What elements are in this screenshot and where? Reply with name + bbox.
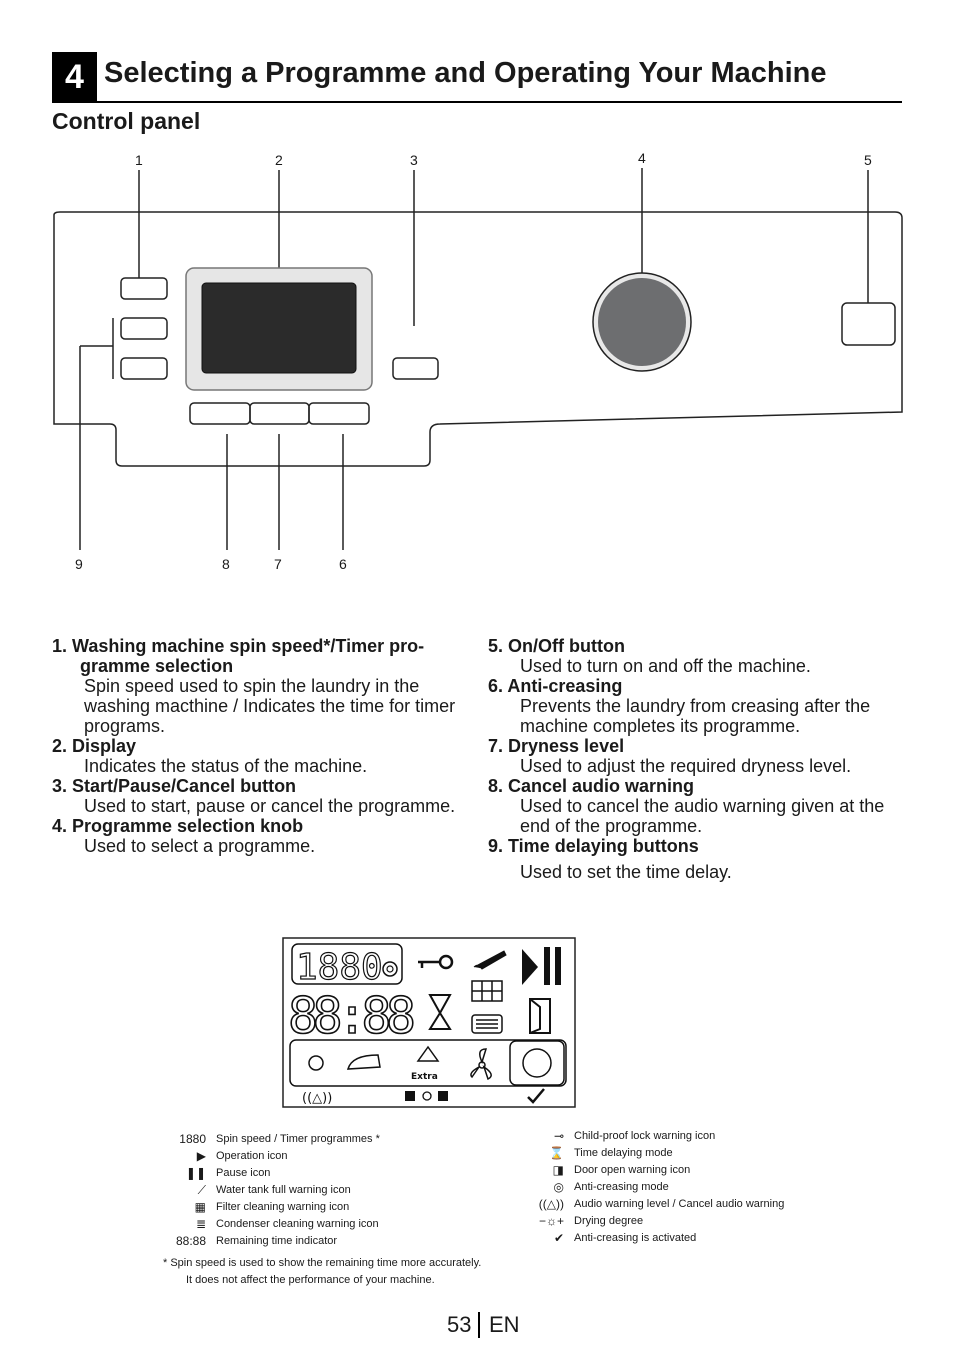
key-icon: ⊸ (553, 1129, 564, 1143)
callout-8: 8 (222, 556, 230, 572)
desc-title-5: 5. On/Off button (488, 636, 625, 656)
desc-body-2: Indicates the status of the machine. (84, 756, 368, 776)
desc-item-8 (488, 776, 898, 836)
legend-item (156, 1131, 536, 1148)
filter-icon: ▦ (194, 1200, 206, 1214)
descriptions-left (52, 636, 472, 856)
page-number: 53 (447, 1312, 472, 1337)
lcd-time-digits: 88:88 (288, 987, 416, 1045)
lcd-extra-label: Extra (411, 1072, 438, 1082)
callout-3: 3 (410, 152, 418, 168)
legend-item (156, 1148, 536, 1165)
legend-item (514, 1145, 814, 1162)
legend-right (514, 1128, 814, 1247)
legend-text: Drying degree (574, 1215, 644, 1227)
desc-item-7 (488, 736, 898, 776)
legend-item (514, 1128, 814, 1145)
legend-text: Water tank full warning icon (216, 1184, 351, 1196)
desc-body-5: Used to turn on and off the machine. (520, 656, 811, 676)
lcd-spin-digits: 1880 (296, 947, 383, 988)
callout-6: 6 (339, 556, 347, 572)
desc-body-4: Used to select a programme. (84, 836, 316, 856)
legend-item (156, 1199, 536, 1216)
check-icon: ✔ (553, 1231, 564, 1245)
legend-item (514, 1162, 814, 1179)
legend-left (156, 1131, 536, 1250)
legend-text: Spin speed / Timer programmes * (216, 1133, 380, 1145)
legend-item (156, 1165, 536, 1182)
footnote (163, 1255, 583, 1289)
callout-9: 9 (75, 556, 83, 572)
desc-item-3 (52, 776, 472, 816)
descriptions-right (488, 636, 898, 882)
desc-body-7: Used to adjust the required dryness level. (520, 756, 852, 776)
desc-body-3: Used to start, pause or cancel the programme. (84, 796, 456, 816)
desc-item-4 (52, 816, 472, 856)
desc-title-1: 1. Washing machine spin speed*/Timer pro- (52, 636, 425, 656)
legend-item (514, 1230, 814, 1247)
legend-item (156, 1182, 536, 1199)
operation-icon: ▶ (196, 1149, 206, 1163)
desc-item-1 (52, 636, 472, 736)
desc-item-5 (488, 636, 898, 676)
desc-body-1: Spin speed used to spin the laundry in the washing macthine / Indicates the time for timer programs. (84, 676, 456, 736)
desc-title-3: 3. Start/Pause/Cancel button (52, 776, 297, 796)
legend-text: Pause icon (216, 1167, 271, 1179)
desc-item-9 (488, 836, 898, 882)
legend-text: Filter cleaning warning icon (216, 1201, 350, 1213)
footnote-line-1: * Spin speed is used to show the remaining time more accurately. (163, 1257, 482, 1269)
legend-text: Anti-creasing mode (574, 1181, 669, 1193)
footnote-line-2: It does not affect the performance of your machine. (186, 1274, 435, 1286)
legend-text: Anti-creasing is activated (574, 1232, 697, 1244)
drying-degree-icon: −☼+ (538, 1214, 564, 1228)
legend-item (514, 1196, 814, 1213)
desc-title-2: 2. Display (52, 736, 137, 756)
control-panel-heading: Control panel (52, 108, 201, 134)
hourglass-icon: ⌛ (549, 1146, 564, 1160)
desc-body-9: Used to set the time delay. (520, 862, 732, 882)
section-number: 4 (52, 52, 97, 102)
lcd-pause-icon (544, 947, 550, 985)
legend-item (156, 1233, 536, 1250)
anti-creasing-icon: ◎ (553, 1180, 564, 1194)
remaining-time-icon: 88:88 (175, 1234, 206, 1248)
desc-item-6 (488, 676, 898, 736)
callout-2: 2 (275, 152, 283, 168)
legend-item (514, 1179, 814, 1196)
desc-body-6: Prevents the laundry from creasing after the machine completes its programme. (520, 696, 871, 736)
legend-item (514, 1213, 814, 1230)
audio-icon: ((△)) (538, 1197, 564, 1211)
desc-title-1b: gramme selection (80, 656, 234, 676)
legend-text: Door open warning icon (574, 1164, 691, 1176)
desc-title-9: 9. Time delaying buttons (488, 836, 699, 856)
desc-title-7: 7. Dryness level (488, 736, 625, 756)
callout-5: 5 (864, 152, 872, 168)
footer-divider (478, 1312, 480, 1338)
desc-title-8: 8. Cancel audio warning (488, 776, 695, 796)
callout-7: 7 (274, 556, 282, 572)
desc-item-2 (52, 736, 472, 776)
water-tank-icon: ⟋ (197, 1183, 206, 1197)
desc-body-8: Used to cancel the audio warning given at the end of the programme. (520, 796, 885, 836)
desc-title-6: 6. Anti-creasing (488, 676, 623, 696)
legend-text: Remaining time indicator (216, 1235, 338, 1247)
section-title: Selecting a Programme and Operating Your Machine (104, 57, 827, 89)
desc-title-4: 4. Programme selection knob (52, 816, 304, 836)
lcd-display-diagram (282, 937, 577, 1109)
legend-text: Audio warning level / Cancel audio warning (574, 1198, 785, 1210)
pause-icon: ❚❚ (185, 1166, 206, 1180)
legend-item (156, 1216, 536, 1233)
legend-text: Child-proof lock warning icon (574, 1130, 716, 1142)
language-code: EN (489, 1312, 520, 1337)
control-panel-diagram (0, 0, 954, 620)
door-icon: ◨ (552, 1163, 564, 1177)
spin-speed-icon: 1880 (179, 1132, 206, 1146)
legend-text: Operation icon (216, 1150, 288, 1162)
callout-4: 4 (638, 150, 646, 166)
legend-text: Time delaying mode (574, 1147, 673, 1159)
callout-1: 1 (135, 152, 143, 168)
lcd-audio-icon: ((△)) (302, 1091, 333, 1106)
condenser-icon: ≣ (195, 1217, 206, 1231)
legend-text: Condenser cleaning warning icon (216, 1218, 379, 1230)
